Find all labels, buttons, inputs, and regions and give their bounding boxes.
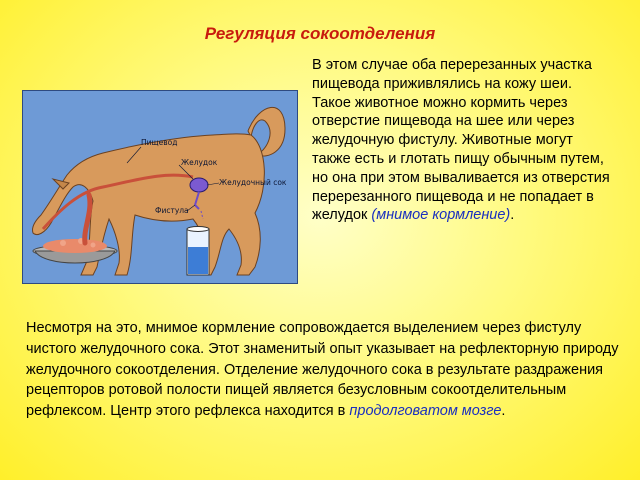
conclusion-tail: .: [501, 403, 506, 420]
label-stomach: Желудок: [181, 158, 218, 167]
label-gastric-juice: Желудочный сок: [219, 178, 287, 187]
sham-feeding-term: (мнимое кормление): [371, 207, 511, 224]
sham-feeding-figure: [22, 90, 298, 284]
description-paragraph: [312, 56, 612, 225]
dog-illustration: [23, 91, 299, 285]
medulla-term: продолговатом мозге: [349, 403, 502, 420]
conclusion-paragraph: [26, 318, 626, 422]
food: [43, 239, 107, 253]
slide-title: Регуляция сокоотделения: [204, 24, 436, 43]
label-fistula: Фистула: [155, 206, 189, 215]
description-tail: .: [510, 207, 515, 224]
conclusion-text: Несмотря на это, мнимое кормление сопровождается выделением через фистулу чистого желудочного сока. Этот знаменитый опыт указывает на рефлекторную природу желудочного сокоотделения. Отделение желудочного сока в результате раздражения рецепторов ротовой полости пищей является безусловным сокоотделительным рефлексом. Центр этого рефлекса находится в: [26, 320, 619, 420]
label-esophagus: Пищевод: [141, 138, 178, 147]
description-text: В этом случае оба перерезанных участка пищевода приживлялись на кожу шеи. Такое животное можно кормить через отверстие пищевода на шее или через желудочную фистулу. Животные могут также есть и глотать пищу обычным путем, но она при этом вываливается из отверстия перерезанного пищевода и не попадает в желудок: [312, 57, 610, 224]
stomach: [190, 178, 208, 192]
